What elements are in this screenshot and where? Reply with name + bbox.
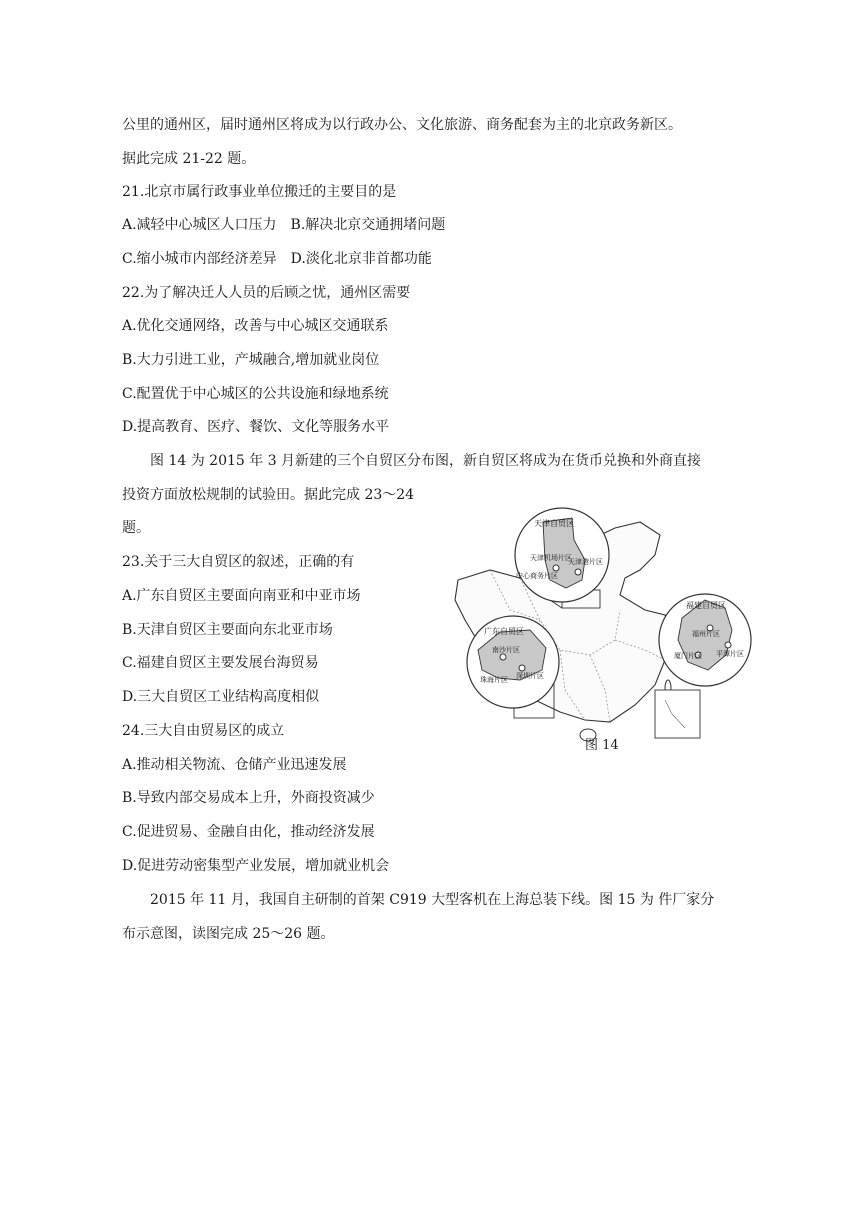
figure-14-map: [450, 500, 760, 760]
tianjin-title: 天津自贸区: [534, 519, 574, 528]
fujian-title: 福建自贸区: [686, 601, 726, 610]
q22-option-a: A.优化交通网络，改善与中心城区交通联系: [122, 318, 389, 334]
passage-c919-line1: 2015 年 11 月，我国自主研制的首架 C919 大型客机在上海总装下线。图 15 为 件厂家分: [150, 892, 715, 908]
tianjin-label-cbd: 中心商务片区: [516, 572, 558, 580]
q23-option-a: A.广东自贸区主要面向南亚和中亚市场: [122, 588, 361, 604]
fujian-label-pingtan: 平潭片区: [716, 650, 744, 658]
guangdong-label-nansha: 南沙片区: [492, 646, 520, 654]
passage-ftz-line2: 投资方面放松规制的试验田。据此完成 23～24: [122, 487, 415, 503]
q24-option-c: C.促进贸易、金融自由化，推动经济发展: [122, 824, 375, 840]
passage-intro-line2: 据此完成 21-22 题。: [122, 151, 256, 167]
passage-ftz-line3: 题。: [122, 520, 150, 536]
q23-option-d: D.三大自贸区工业结构高度相似: [122, 689, 320, 705]
fujian-label-xiamen: 厦门片区: [674, 652, 702, 660]
q23-stem: 23.关于三大自贸区的叙述，正确的有: [122, 554, 355, 570]
q23-option-b: B.天津自贸区主要面向东北亚市场: [122, 622, 333, 638]
q21-stem: 21.北京市属行政事业单位搬迁的主要目的是: [122, 184, 397, 200]
tianjin-label-port: 天津港片区: [568, 558, 603, 566]
south-sea-inset: [655, 690, 700, 738]
passage-c919-line2: 布示意图，读图完成 25～26 题。: [122, 926, 335, 942]
q22-option-b: B.大力引进工业，产城融合,增加就业岗位: [122, 352, 380, 368]
q24-option-b: B.导致内部交易成本上升，外商投资减少: [122, 790, 375, 806]
tianjin-label-airport: 天津机场片区: [530, 554, 572, 562]
q22-option-c: C.配置优于中心城区的公共设施和绿地系统: [122, 386, 389, 402]
passage-ftz-line1: 图 14 为 2015 年 3 月新建的三个自贸区分布图，新自贸区将成为在货币兑换和外商直接: [150, 453, 702, 469]
q23-option-c: C.福建自贸区主要发展台海贸易: [122, 655, 319, 671]
passage-intro-line1: 公里的通州区，届时通州区将成为以行政办公、文化旅游、商务配套为主的北京政务新区。: [122, 117, 682, 133]
q24-option-a: A.推动相关物流、仓储产业迅速发展: [122, 757, 347, 773]
guangdong-label-shenzhen: 深圳片区: [516, 672, 544, 680]
fujian-inset: [659, 594, 751, 686]
q22-stem: 22.为了解决迁人人员的后顾之忧，通州区需要: [122, 285, 411, 301]
q24-option-d: D.促进劳动密集型产业发展，增加就业机会: [122, 858, 390, 874]
fujian-label-fuzhou: 福州片区: [692, 630, 720, 638]
q21-options-cd: C.缩小城市内部经济差异 D.淡化北京非首都功能: [122, 251, 432, 267]
q24-stem: 24.三大自由贸易区的成立: [122, 723, 285, 739]
q22-option-d: D.提高教育、医疗、餐饮、文化等服务水平: [122, 419, 390, 435]
q21-options-ab: A.减轻中心城区人口压力 B.解决北京交通拥堵问题: [122, 217, 446, 233]
guangdong-title: 广东自贸区: [484, 627, 524, 636]
figure-14-caption: 图 14: [585, 738, 619, 753]
guangdong-label-zhuhai: 珠海片区: [480, 676, 508, 684]
